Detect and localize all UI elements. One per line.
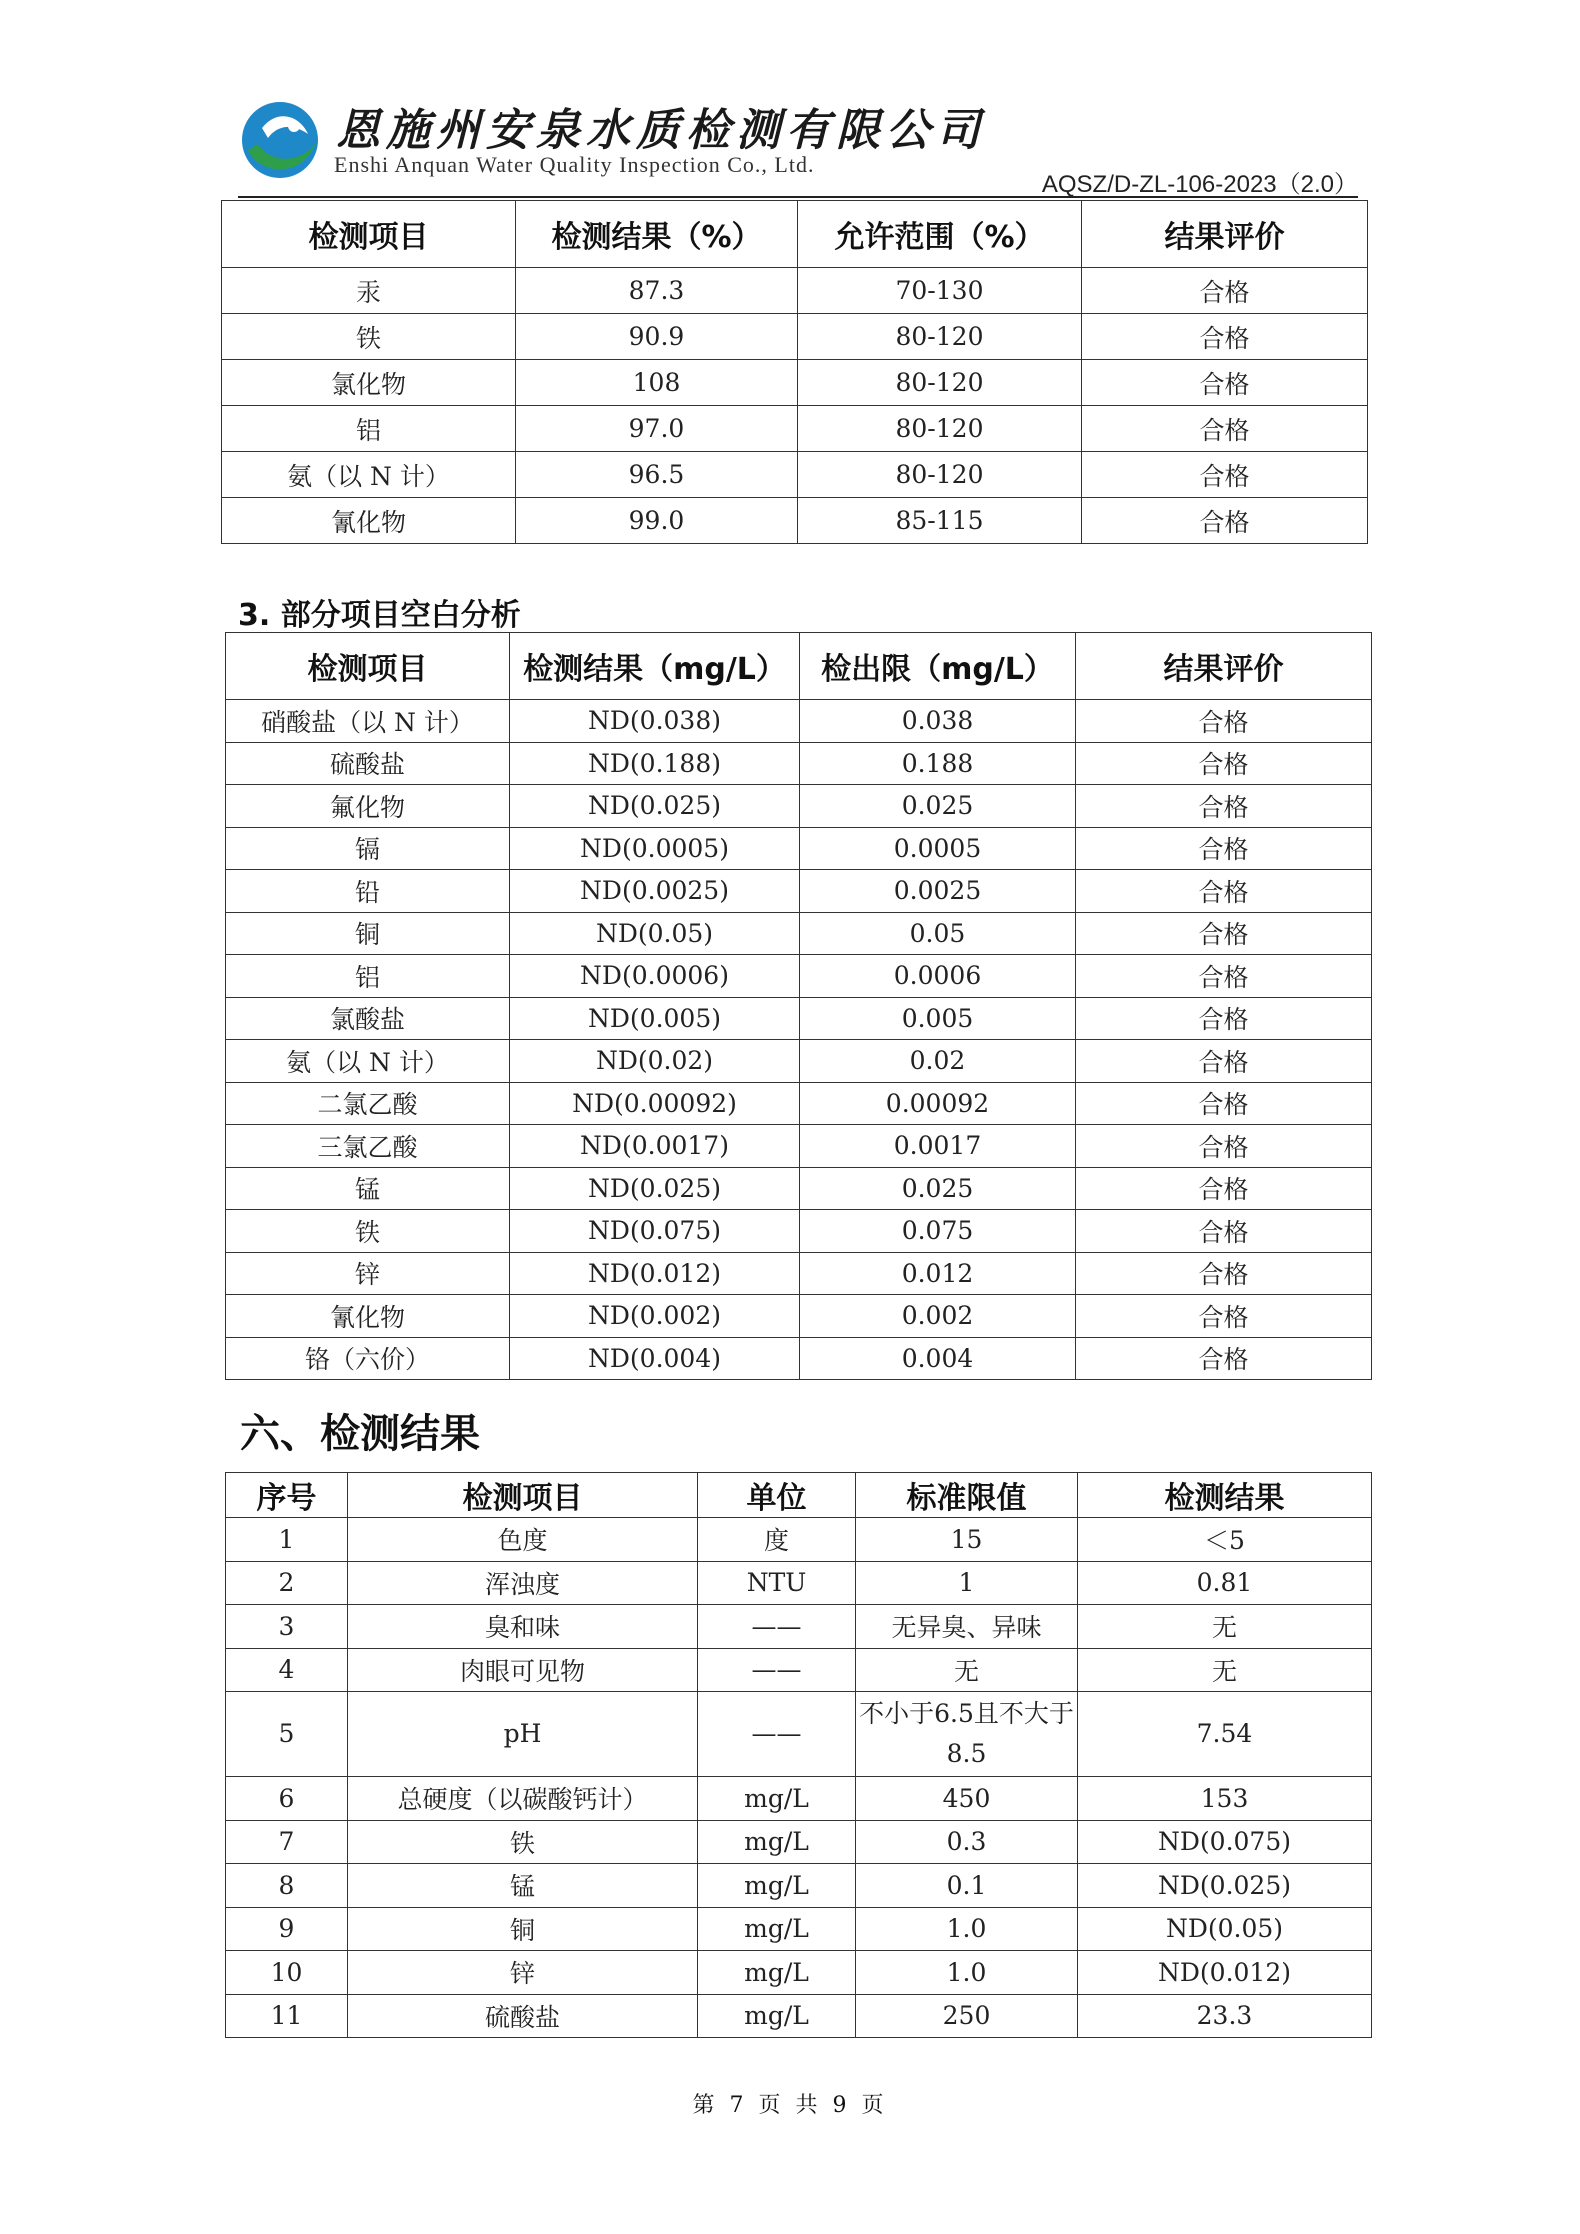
blank-analysis-table — [225, 632, 1372, 1380]
table-cell: 合格 — [1082, 314, 1368, 360]
table-cell: 硫酸盐 — [226, 742, 510, 785]
table-cell: 96.5 — [516, 452, 798, 498]
table-row — [226, 1082, 1372, 1125]
table-cell: mg/L — [698, 1951, 856, 1995]
table-cell: 7 — [226, 1820, 348, 1864]
table-row — [226, 870, 1372, 913]
table-row — [222, 314, 1368, 360]
table-cell: 0.025 — [800, 785, 1076, 828]
table-cell: 合格 — [1076, 1295, 1372, 1338]
table-cell: ＜5 — [1078, 1518, 1372, 1562]
table-cell: 5 — [226, 1692, 348, 1777]
table-cell: 锌 — [348, 1951, 698, 1995]
table-row — [226, 742, 1372, 785]
results-table — [225, 1472, 1372, 2038]
table-cell: mg/L — [698, 1864, 856, 1908]
column-header: 标准限值 — [856, 1473, 1078, 1518]
table-cell: 合格 — [1082, 452, 1368, 498]
table-cell: ND(0.02) — [510, 1040, 800, 1083]
table-cell: 镉 — [226, 827, 510, 870]
header-divider — [238, 196, 1358, 198]
table-cell: 浑浊度 — [348, 1561, 698, 1605]
table-cell: 15 — [856, 1518, 1078, 1562]
table-row — [222, 406, 1368, 452]
company-logo-icon — [238, 98, 322, 182]
table-cell: 250 — [856, 1994, 1078, 2038]
table-cell: ND(0.0006) — [510, 955, 800, 998]
recovery-table — [221, 200, 1368, 544]
table-cell: —— — [698, 1648, 856, 1692]
table-cell: 度 — [698, 1518, 856, 1562]
table-cell: ND(0.025) — [1078, 1864, 1372, 1908]
table-cell: 铝 — [222, 406, 516, 452]
table-cell: 合格 — [1076, 1125, 1372, 1168]
table-cell: ND(0.004) — [510, 1337, 800, 1380]
document-code: AQSZ/D-ZL-106-2023（2.0） — [1041, 171, 1358, 198]
table-cell: ND(0.012) — [510, 1252, 800, 1295]
table-cell: 铁 — [226, 1210, 510, 1253]
table-row — [226, 955, 1372, 998]
table-cell: 87.3 — [516, 268, 798, 314]
column-header: 检测项目 — [348, 1473, 698, 1518]
table-cell: 0.00092 — [800, 1082, 1076, 1125]
table-cell: ND(0.005) — [510, 997, 800, 1040]
table-cell: 铁 — [222, 314, 516, 360]
table-cell: 合格 — [1076, 870, 1372, 913]
table-cell: 无异臭、异味 — [856, 1605, 1078, 1649]
column-header: 序号 — [226, 1473, 348, 1518]
table-row — [222, 268, 1368, 314]
table-cell: 不小于6.5且不大于8.5 — [856, 1692, 1078, 1777]
table-row — [226, 1820, 1372, 1864]
table-cell: 合格 — [1076, 742, 1372, 785]
table-cell: 11 — [226, 1994, 348, 2038]
table-cell: 2 — [226, 1561, 348, 1605]
table-cell: 汞 — [222, 268, 516, 314]
table-cell: 3 — [226, 1605, 348, 1649]
table-cell: 153 — [1078, 1777, 1372, 1821]
table-row — [226, 1040, 1372, 1083]
table-cell: ND(0.05) — [1078, 1907, 1372, 1951]
table-header-row — [226, 1473, 1372, 1518]
table-cell: 合格 — [1082, 498, 1368, 544]
company-name-cn: 恩施州安泉水质检测有限公司 — [336, 105, 986, 156]
table-cell: 合格 — [1082, 406, 1368, 452]
column-header: 检测项目 — [222, 201, 516, 268]
table-cell: 无 — [1078, 1648, 1372, 1692]
table-cell: 无 — [1078, 1605, 1372, 1649]
table-cell: 0.0025 — [800, 870, 1076, 913]
table-row — [226, 1648, 1372, 1692]
table-row — [226, 1994, 1372, 2038]
table-header-row — [226, 633, 1372, 700]
table-cell: 85-115 — [798, 498, 1082, 544]
table-cell: ND(0.00092) — [510, 1082, 800, 1125]
table-row — [226, 1252, 1372, 1295]
table-cell: 0.05 — [800, 912, 1076, 955]
table-cell: ND(0.025) — [510, 785, 800, 828]
column-header: 检出限（mg/L） — [800, 633, 1076, 700]
table-cell: 0.1 — [856, 1864, 1078, 1908]
table-row — [226, 1337, 1372, 1380]
table-cell: 合格 — [1082, 268, 1368, 314]
table-row — [226, 1167, 1372, 1210]
table-cell: 0.81 — [1078, 1561, 1372, 1605]
column-header: 检测结果（%） — [516, 201, 798, 268]
table-cell: 1.0 — [856, 1907, 1078, 1951]
column-header: 结果评价 — [1076, 633, 1372, 700]
table-row — [226, 1864, 1372, 1908]
table-row — [226, 1605, 1372, 1649]
table-cell: 氨（以 N 计） — [222, 452, 516, 498]
table-cell: 8 — [226, 1864, 348, 1908]
table-cell: 合格 — [1082, 360, 1368, 406]
table-row — [226, 1692, 1372, 1777]
table-cell: 氯酸盐 — [226, 997, 510, 1040]
table-cell: ND(0.0025) — [510, 870, 800, 913]
table-cell: ND(0.0005) — [510, 827, 800, 870]
company-name-en: Enshi Anquan Water Quality Inspection Co., Ltd. — [334, 152, 815, 177]
table-cell: 合格 — [1076, 1337, 1372, 1380]
table-cell: 0.02 — [800, 1040, 1076, 1083]
table-row — [226, 1210, 1372, 1253]
table-cell: ND(0.002) — [510, 1295, 800, 1338]
table-cell: 合格 — [1076, 1210, 1372, 1253]
table-cell: —— — [698, 1605, 856, 1649]
table-row — [222, 360, 1368, 406]
table-cell: 4 — [226, 1648, 348, 1692]
table-cell: 锌 — [226, 1252, 510, 1295]
table-row — [226, 827, 1372, 870]
table-cell: 0.0017 — [800, 1125, 1076, 1168]
table-row — [226, 785, 1372, 828]
table-cell: 铜 — [348, 1907, 698, 1951]
table-cell: 0.0006 — [800, 955, 1076, 998]
table-cell: ND(0.075) — [1078, 1820, 1372, 1864]
table-cell: 合格 — [1076, 1040, 1372, 1083]
table-cell: mg/L — [698, 1907, 856, 1951]
table-cell: 0.004 — [800, 1337, 1076, 1380]
table-row — [226, 1907, 1372, 1951]
table-cell: ND(0.0017) — [510, 1125, 800, 1168]
table-cell: 氯化物 — [222, 360, 516, 406]
table-cell: 氰化物 — [222, 498, 516, 544]
table-cell: 色度 — [348, 1518, 698, 1562]
table-cell: 80-120 — [798, 406, 1082, 452]
table-cell: 合格 — [1076, 1082, 1372, 1125]
table-cell: 450 — [856, 1777, 1078, 1821]
table-cell: 0.038 — [800, 700, 1076, 743]
table-cell: 臭和味 — [348, 1605, 698, 1649]
table-cell: 0.012 — [800, 1252, 1076, 1295]
table-header-row — [222, 201, 1368, 268]
table-cell: 合格 — [1076, 700, 1372, 743]
table-cell: 80-120 — [798, 360, 1082, 406]
table-cell: mg/L — [698, 1994, 856, 2038]
table-cell: 80-120 — [798, 314, 1082, 360]
table-cell: NTU — [698, 1561, 856, 1605]
page-number: 第 7 页 共 9 页 — [692, 2093, 888, 2118]
table-cell: 90.9 — [516, 314, 798, 360]
table-cell: pH — [348, 1692, 698, 1777]
table-cell: 锰 — [348, 1864, 698, 1908]
table-cell: 锰 — [226, 1167, 510, 1210]
table-row — [226, 1125, 1372, 1168]
table-cell: ND(0.075) — [510, 1210, 800, 1253]
table-cell: 10 — [226, 1951, 348, 1995]
table-cell: 合格 — [1076, 785, 1372, 828]
column-header: 结果评价 — [1082, 201, 1368, 268]
table-cell: 108 — [516, 360, 798, 406]
column-header: 允许范围（%） — [798, 201, 1082, 268]
table-row — [226, 1951, 1372, 1995]
table-cell: mg/L — [698, 1820, 856, 1864]
table-cell: 铜 — [226, 912, 510, 955]
table-cell: ND(0.025) — [510, 1167, 800, 1210]
table-cell: 氰化物 — [226, 1295, 510, 1338]
table-row — [226, 1518, 1372, 1562]
table-cell: 三氯乙酸 — [226, 1125, 510, 1168]
table-cell: 氨（以 N 计） — [226, 1040, 510, 1083]
table-row — [222, 452, 1368, 498]
table-cell: 硫酸盐 — [348, 1994, 698, 2038]
table-cell: 99.0 — [516, 498, 798, 544]
table-cell: 9 — [226, 1907, 348, 1951]
table-cell: 无 — [856, 1648, 1078, 1692]
table-cell: 0.188 — [800, 742, 1076, 785]
table-cell: —— — [698, 1692, 856, 1777]
column-header: 检测项目 — [226, 633, 510, 700]
table-cell: 70-130 — [798, 268, 1082, 314]
table-cell: 0.3 — [856, 1820, 1078, 1864]
table-cell: 7.54 — [1078, 1692, 1372, 1777]
table-cell: 6 — [226, 1777, 348, 1821]
column-header: 单位 — [698, 1473, 856, 1518]
table-cell: 0.025 — [800, 1167, 1076, 1210]
table-cell: 氟化物 — [226, 785, 510, 828]
section-title-results: 六、检测结果 — [240, 1411, 480, 1457]
table-cell: 97.0 — [516, 406, 798, 452]
table-cell: 肉眼可见物 — [348, 1648, 698, 1692]
section-title-blank-analysis: 3. 部分项目空白分析 — [238, 598, 521, 633]
table-cell: 0.002 — [800, 1295, 1076, 1338]
table-cell: 铅 — [226, 870, 510, 913]
table-cell: ND(0.012) — [1078, 1951, 1372, 1995]
table-cell: 0.005 — [800, 997, 1076, 1040]
table-cell: 合格 — [1076, 1252, 1372, 1295]
table-cell: 合格 — [1076, 827, 1372, 870]
table-row — [226, 700, 1372, 743]
column-header: 检测结果（mg/L） — [510, 633, 800, 700]
table-cell: ND(0.05) — [510, 912, 800, 955]
page-header — [238, 92, 1358, 204]
table-cell: 硝酸盐（以 N 计） — [226, 700, 510, 743]
table-row — [222, 498, 1368, 544]
table-cell: 1 — [226, 1518, 348, 1562]
table-cell: 合格 — [1076, 912, 1372, 955]
table-cell: 二氯乙酸 — [226, 1082, 510, 1125]
column-header: 检测结果 — [1078, 1473, 1372, 1518]
table-cell: 合格 — [1076, 955, 1372, 998]
table-cell: 1 — [856, 1561, 1078, 1605]
table-cell: 1.0 — [856, 1951, 1078, 1995]
table-cell: ND(0.038) — [510, 700, 800, 743]
table-cell: ND(0.188) — [510, 742, 800, 785]
table-cell: 铬（六价） — [226, 1337, 510, 1380]
table-cell: 0.0005 — [800, 827, 1076, 870]
table-cell: 总硬度（以碳酸钙计） — [348, 1777, 698, 1821]
table-cell: 80-120 — [798, 452, 1082, 498]
table-cell: 合格 — [1076, 1167, 1372, 1210]
table-row — [226, 1777, 1372, 1821]
table-row — [226, 912, 1372, 955]
table-cell: 23.3 — [1078, 1994, 1372, 2038]
table-row — [226, 997, 1372, 1040]
table-cell: mg/L — [698, 1777, 856, 1821]
table-cell: 铁 — [348, 1820, 698, 1864]
table-row — [226, 1561, 1372, 1605]
table-cell: 合格 — [1076, 997, 1372, 1040]
table-row — [226, 1295, 1372, 1338]
table-cell: 铝 — [226, 955, 510, 998]
table-cell: 0.075 — [800, 1210, 1076, 1253]
